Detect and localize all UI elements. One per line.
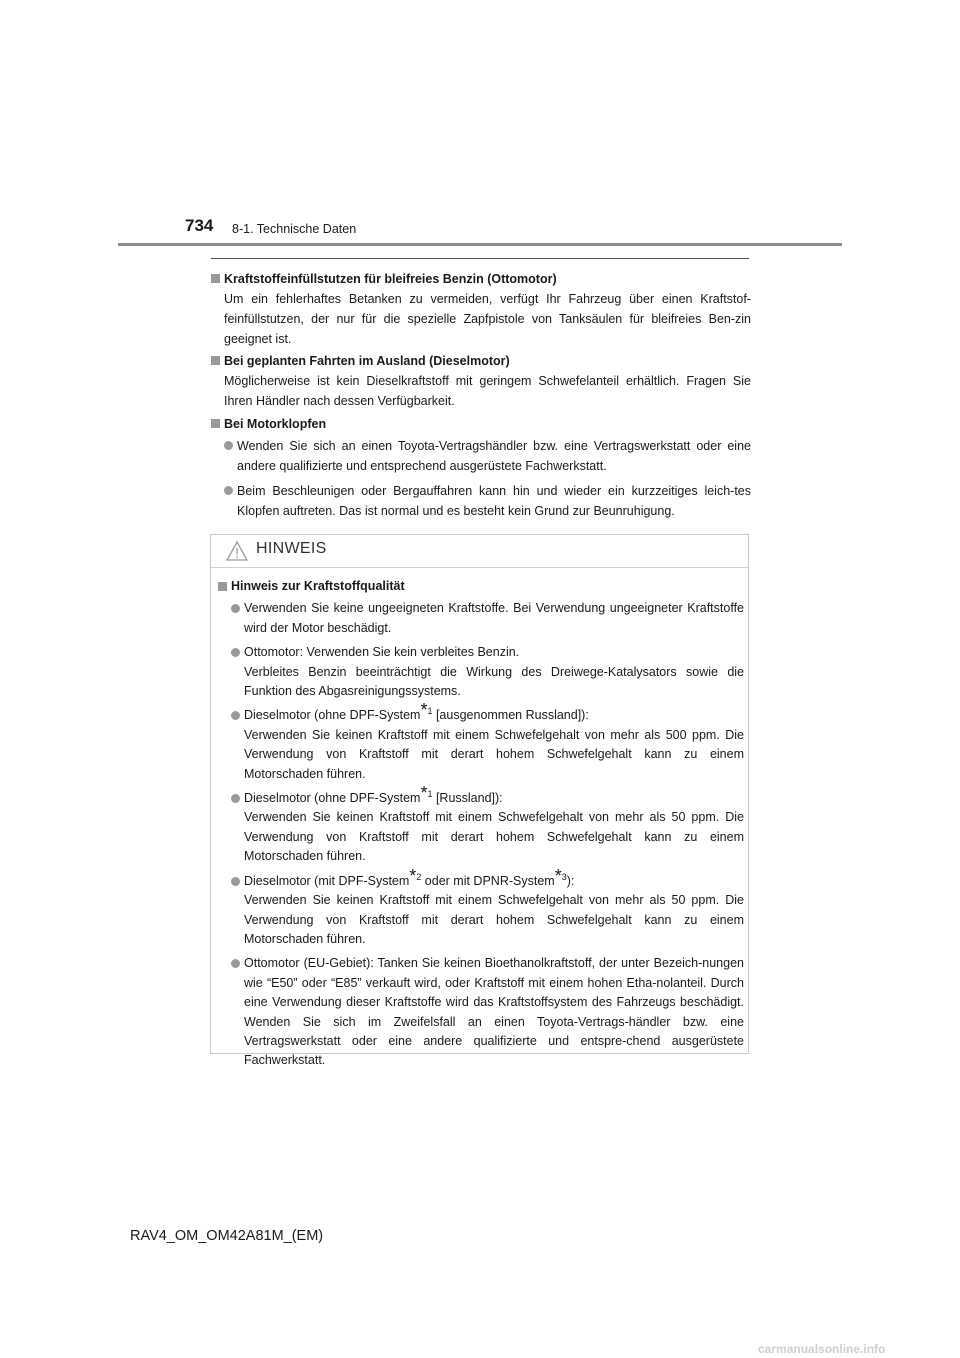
list-item [218,782,744,867]
section-heading [211,414,751,434]
title-text: Dieselmotor (mit DPF-System [244,873,410,888]
section-heading [211,351,751,371]
list-item-text: Verwenden Sie keine ungeeigneten Kraftstoffe. Bei Verwendung ungeeigneter Kraftstoffe wird der Motor beschädigt. [244,601,744,635]
notice-box [210,534,749,1068]
list-item-text: Verwenden Sie keinen Kraftstoff mit einem Schwefelgehalt von mehr als 50 ppm. Die Verwendung von Kraftstoff mit derart hohem Schwefelgehalt kann zu einem Motorschaden führen. [244,810,744,864]
round-bullet-icon [231,877,240,886]
footnote-star: * [420,700,428,721]
page-number: 734 [185,216,214,235]
notice-heading-text: Hinweis zur Kraftstoffqualität [231,579,405,593]
header-divider [118,243,842,246]
list-item-title: Ottomotor: Verwenden Sie kein verbleites Benzin. [244,645,520,660]
list-item-title [244,782,744,808]
section-heading-text: Bei geplanten Fahrten im Ausland (Dieselmotor) [224,354,510,368]
title-text: oder mit DPNR-System [421,873,555,888]
square-bullet-icon [211,356,220,365]
section-fuel-filler [211,269,751,349]
list-item [211,436,751,476]
notice-header [211,535,748,568]
round-bullet-icon [231,711,240,720]
watermark: carmanualsonline.info [758,1342,886,1356]
footnote-star: * [409,865,417,886]
round-bullet-icon [231,794,240,803]
list-item-text: Verbleites Benzin beeinträchtigt die Wirkung des Dreiwege-Katalysators sowie die Funktion des Abgasreinigungssystems. [244,664,744,699]
title-text: ): [566,873,575,888]
footnote-star: * [420,782,428,803]
round-bullet-icon [231,604,240,613]
square-bullet-icon [218,582,227,591]
notice-body [218,577,744,1071]
footnote-number: 3 [561,871,567,882]
list-item [218,954,744,1070]
section-heading-text: Kraftstoffeinfüllstutzen für bleifreies Benzin (Ottomotor) [224,272,557,286]
round-bullet-icon [224,441,233,450]
list-item-text: Verwenden Sie keinen Kraftstoff mit einem Schwefelgehalt von mehr als 50 ppm. Die Verwendung von Kraftstoff mit derart hohem Schwefelgehalt kann zu einem Motorschaden führen. [244,893,744,946]
list-item-text: Beim Beschleunigen oder Bergauffahren kann hin und wieder ein kurzzeitiges leich-tes Klopfen auftreten. Das ist normal und es besteht kein Grund zur Beunruhigung. [237,484,751,518]
list-item [218,643,744,701]
title-text: Dieselmotor (ohne DPF-System [244,791,421,806]
list-item-title [244,865,744,891]
list-item [218,865,744,950]
section-abroad [211,351,751,411]
notice-title: HINWEIS [256,540,327,557]
round-bullet-icon [224,486,233,495]
round-bullet-icon [231,648,240,657]
round-bullet-icon [231,959,240,968]
section-heading-text: Bei Motorklopfen [224,417,327,431]
section-knocking [211,414,751,521]
notice-heading [218,577,744,596]
section-heading [211,269,751,289]
list-item [218,700,744,784]
list-item-text: Verwenden Sie keinen Kraftstoff mit einem Schwefelgehalt von mehr als 500 ppm. Die Verwendung von Kraftstoff mit derart hohem Schwefelgehalt kann zu einem Motorschaden führen. [244,727,744,781]
section-text: Möglicherweise ist kein Dieselkraftstoff mit geringem Schwefelanteil erhältlich. Fragen Sie Ihren Händler nach dessen Verfügbarkeit. [224,374,751,408]
section-text: Um ein fehlerhaftes Betanken zu vermeiden, verfügt Ihr Fahrzeug über einen Kraftstof-feinfüllstutzen, der nur für die spezielle Zapfpistole von Tanksäulen für bleifreies Ben-zin geeignet ist. [224,292,751,346]
footnote-star: * [554,865,562,886]
list-item-text: Ottomotor (EU-Gebiet): Tanken Sie keinen Bioethanolkraftstoff, der unter Bezeich-nungen wie “E50” oder “E85” verkauft wird, oder Kraftstoff mit einem hohen Etha-nolanteil. Durch eine Verwendung dieser Kraftstoffe wird das Kraftstoffsystem des Fahrzeugs beschädigt. Wenden Sie sich im Zweifelsfall an einen Toyota-Vertrags-händler bzw. eine Vertragswerkstatt oder eine andere qualifizierte und entspre-chend ausgerüstete Fachwerkstatt. [244,956,744,1068]
chapter-title: 8-1. Technische Daten [232,222,357,236]
list-item-title [244,700,744,725]
footnote-number: 2 [416,871,422,882]
square-bullet-icon [211,274,220,283]
footnote-number: 1 [427,788,433,799]
list-item [211,481,751,521]
title-text: Dieselmotor (ohne DPF-System [244,708,421,723]
warning-triangle-icon [226,541,248,561]
list-item-text: Wenden Sie sich an einen Toyota-Vertragshändler bzw. eine Vertragswerkstatt oder eine andere qualifizierte und entsprechend ausgerüstete Fachwerkstatt. [237,439,751,473]
list-item [218,599,744,638]
title-text: [ausgenommen Russland]): [432,708,589,723]
document-code: RAV4_OM_OM42A81M_(EM) [130,1228,324,1244]
content-divider [211,258,749,259]
footnote-number: 1 [427,706,433,717]
title-text: [Russland]): [432,791,503,806]
square-bullet-icon [211,419,220,428]
